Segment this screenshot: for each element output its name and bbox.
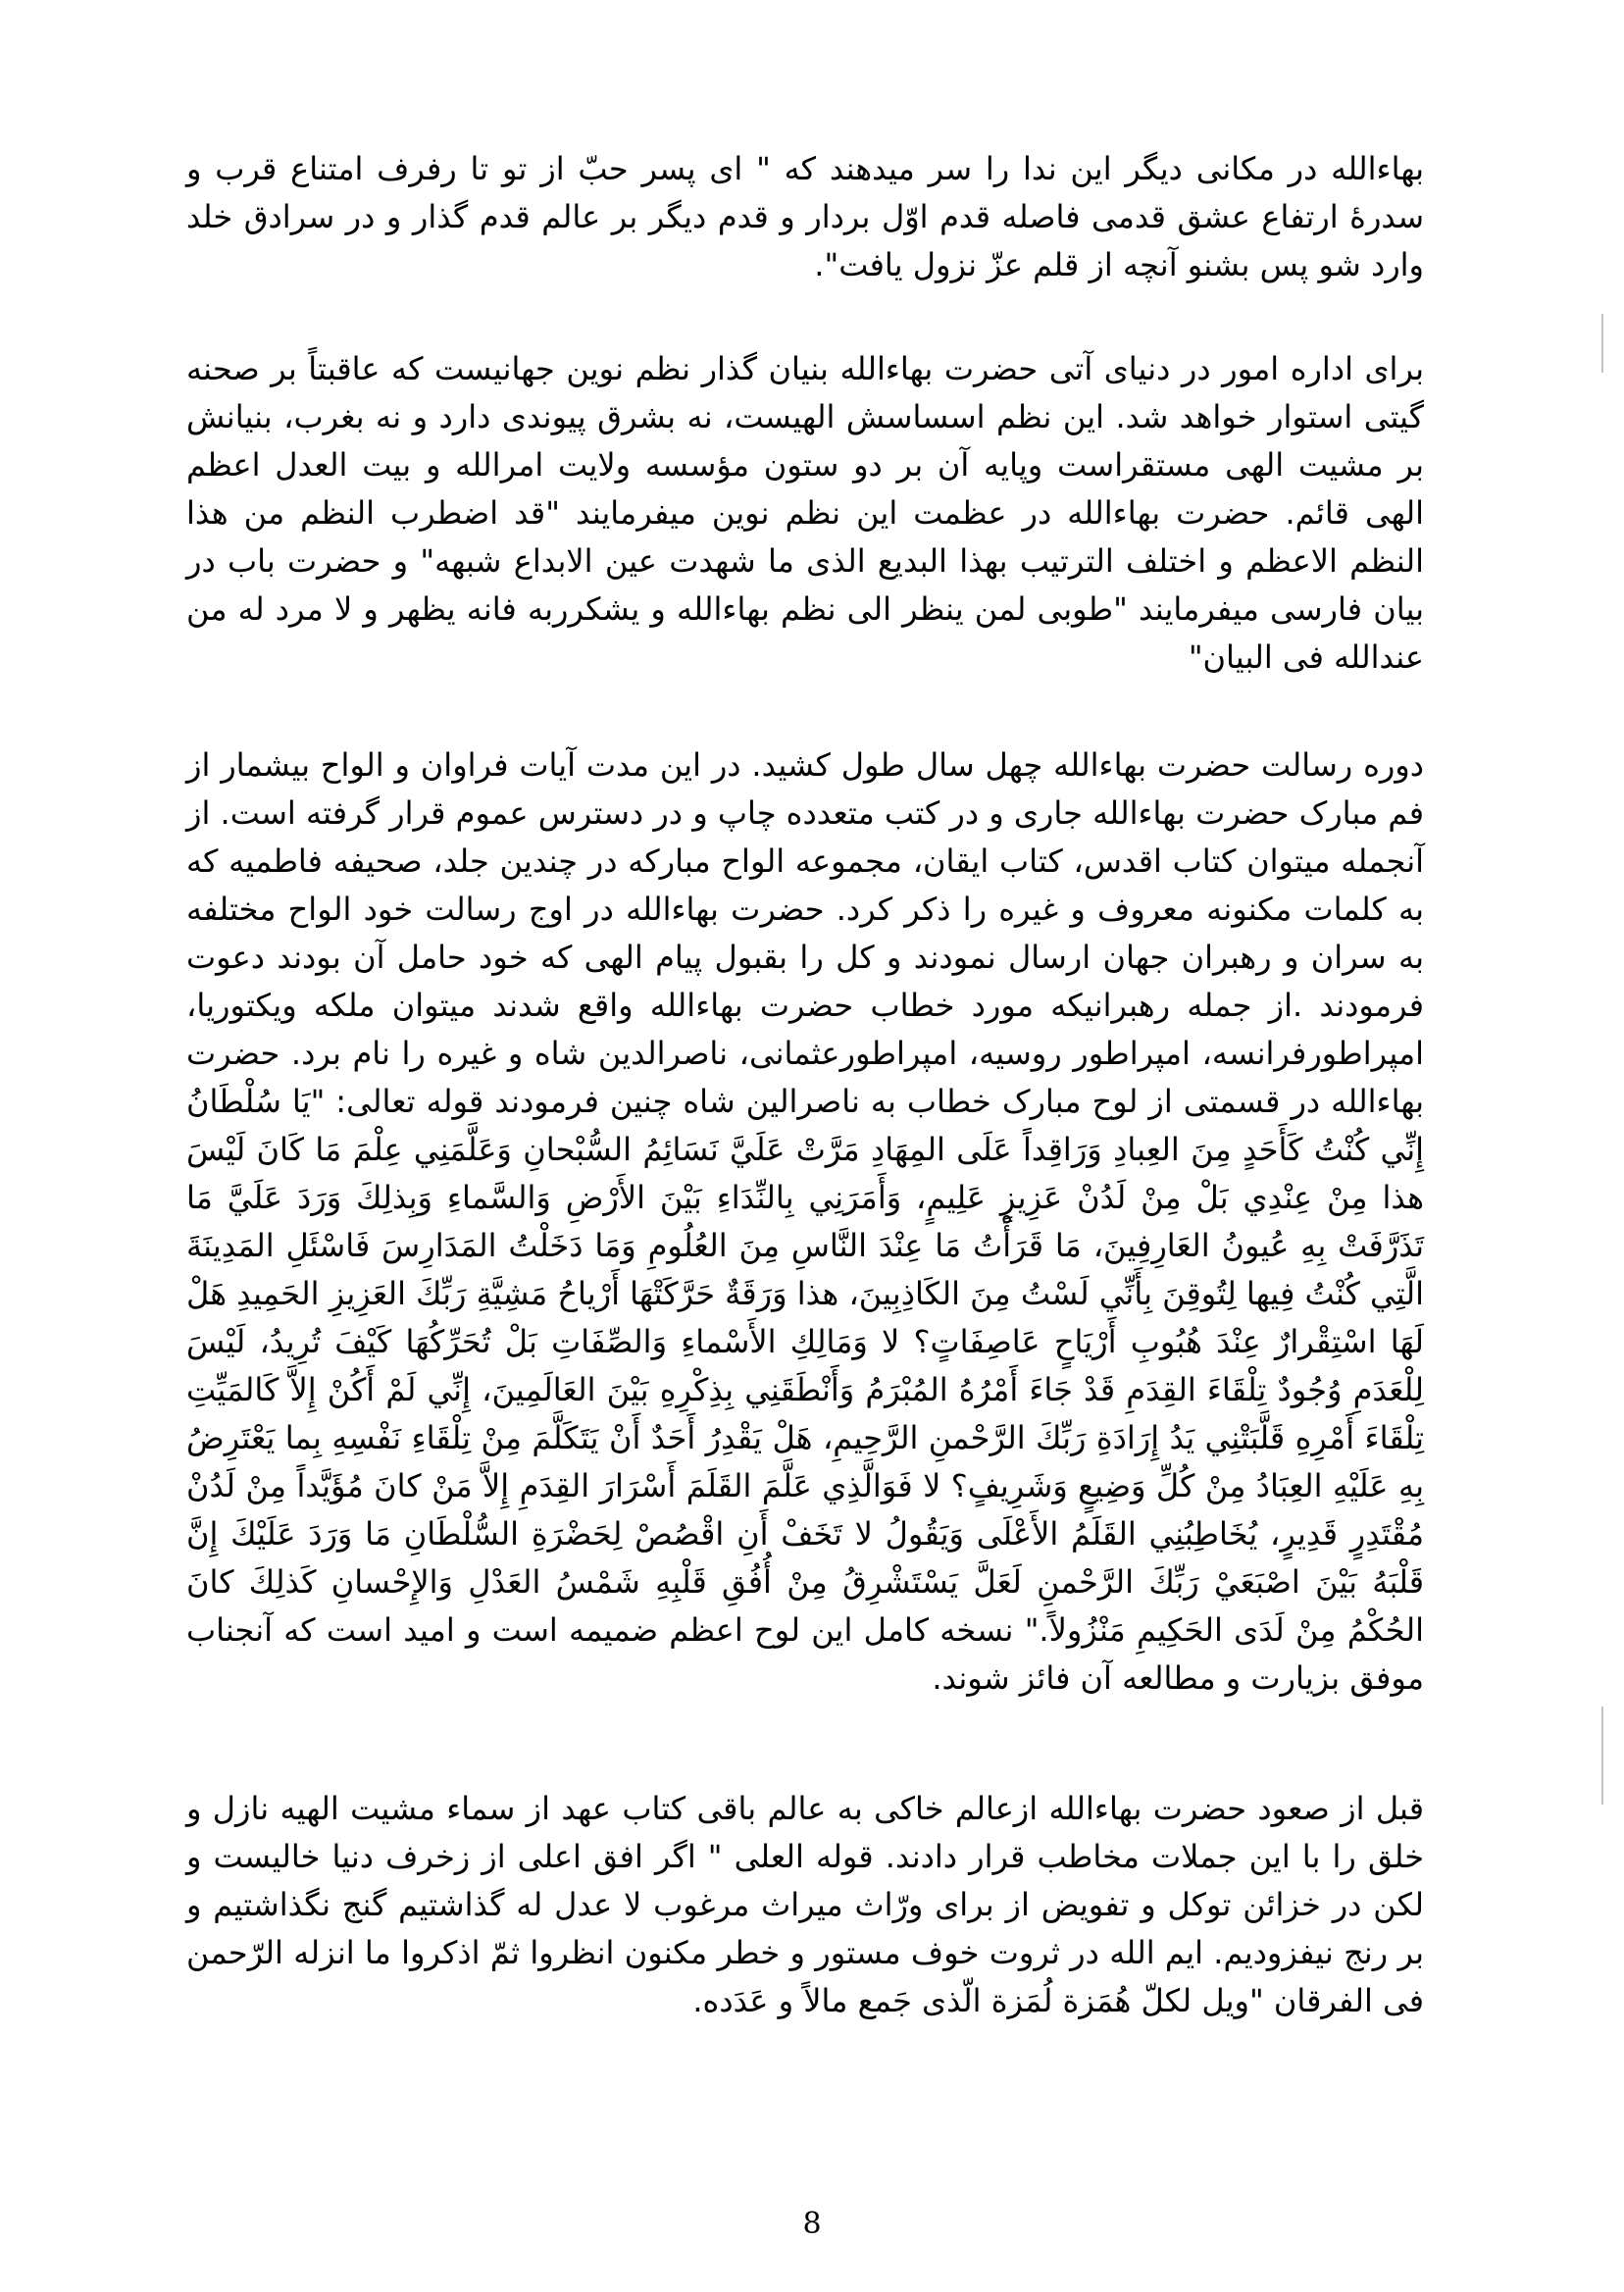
margin-scan-mark bbox=[1601, 1706, 1603, 1805]
page-body bbox=[186, 145, 1424, 2079]
paragraph-2: برای اداره امور در دنیای آتی حضرت بهاءالله بنیان گذار نظم نوین جهانیست که عاقبتاً بر صحنه گیتی استوار خواهد شد. این نظم اسساسش الهیست، نه بشرق پیوندی دارد و نه بغرب، بنیانش بر مشیت الهی مستقراست وپایه آن بر دو ستون مؤسسه ولایت امرالله و بیت العدل اعظم الهی قائم. حضرت بهاءالله در عظمت این نظم نوین میفرمایند "قد اضطرب النظم من هذا النظم الاعظم و اختلف الترتیب بهذا البدیع الذی ما شهدت عین الابداع شبهه" و حضرت باب در بیان فارسی میفرمایند "طوبی لمن ینظر الی نظم بهاءالله و یشکرربه فانه یظهر و لا مرد له من عندالله فی البیان" bbox=[186, 350, 1424, 676]
paragraph-3: دوره رسالت حضرت بهاءالله چهل سال طول کشید. در این مدت آیات فراوان و الواح بیشمار از فم مبارک حضرت بهاءالله جاری و در کتب متعدده چاپ و در دسترس عموم قرار گرفته است. از آنجمله میتوان کتاب اقدس، کتاب ایقان، مجموعه الواح مبارکه در چندین جلد، صحیفه فاطمیه که به کلمات مکنونه معروف و غیره را ذکر کرد. حضرت بهاءالله در اوج رسالت خود الواح مختلفه به سران و رهبران جهان ارسال نمودند و کل را بقبول پیام الهی که خود حامل آن بودند دعوت فرمودند .از جمله رهبرانیکه مورد خطاب حضرت بهاءالله واقع شدند میتوان ملکه ویکتوریا، امپراطورفرانسه، امپراطور روسیه، امپراطورعثمانی، ناصرالدین شاه و غیره را نام برد. حضرت بهاءالله در قسمتی از لوح مبارک خطاب به ناصرالین شاه چنین فرمودند قوله تعالی: "یَا سُلْطَانُ إِنِّي كُنْتُ كَأَحَدٍ مِنَ العِبادِ وَرَاقِداً عَلَى المِهَادِ مَرَّتْ عَلَيَّ نَسَائِمُ السُّبْحانِ وَعَلَّمَنِي عِلْمَ مَا كَانَ لَيْسَ هذا مِنْ عِنْدِي بَلْ مِنْ لَدُنْ عَزِيزٍ عَلِيمٍ، وَأَمَرَنِي بِالنِّدَاءِ بَيْنَ الأَرْضِ وَالسَّماءِ وَبِذلِكَ وَرَدَ عَلَيَّ مَا تَذَرَّفَتْ بِهِ عُيونُ العَارِفِينَ، مَا قَرَأْتُ مَا عِنْدَ النَّاسِ مِنَ العُلُومِ وَمَا دَخَلْتُ المَدَارِسَ فَاسْئَلِ المَدِينَةَ الَّتِي كُنْتُ فِيها لِتُوقِنَ بِأَنِّي لَسْتُ مِنَ الكَاذِبِينَ، هذا وَرَقَةٌ حَرَّكَتْهَا أَرْياحُ مَشِيَّةِ رَبِّكَ العَزِيزِ الحَمِيدِ هَلْ لَهَا اسْتِقْرارٌ عِنْدَ هُبُوبِ أَرْيَاحٍ عَاصِفَاتٍ؟ لا وَمَالِكِ الأَسْماءِ وَالصِّفَاتِ بَلْ تُحَرِّكُهَا كَيْفَ تُرِيدُ، لَيْسَ لِلْعَدَمِ وُجُودٌ تِلْقَاءَ القِدَمِ قَدْ جَاءَ أَمْرُهُ المُبْرَمُ وَأَنْطَقَنِي بِذِكْرِهِ بَيْنَ العَالَمِينَ، إِنِّي لَمْ أَكُنْ إِلاَّ كَالمَيِّتِ تِلْقَاءَ أَمْرِهِ قَلَّبَتْنِي يَدُ إِرَادَةِ رَبِّكَ الرَّحْمنِ الرَّحِيمِ، هَلْ يَقْدِرُ أَحَدٌ أَنْ يَتَكَلَّمَ مِنْ تِلْقَاءِ نَفْسِهِ بِما يَعْتَرِضُ بِهِ عَلَيْهِ العِبَادُ مِنْ كُلِّ وَضِيعٍ وَشَرِيفٍ؟ لا فَوَالَّذِي عَلَّمَ القَلَمَ أَسْرَارَ القِدَمِ إِلاَّ مَنْ كانَ مُؤَيَّداً مِنْ لَدُنْ مُقْتَدِرٍ قَدِيرٍ، يُخَاطِبُنِي القَلَمُ الأَعْلَى وَيَقُولُ لا تَخَفْ أَنِ اقْصُصْ لِحَضْرَةِ السُّلْطَانِ مَا وَرَدَ عَلَيْكَ إِنَّ قَلْبَهُ بَيْنَ اصْبَعَيْ رَبِّكَ الرَّحْمنِ لَعَلَّ يَسْتَشْرِقُ مِنْ أُفُقِ قَلْبِهِ شَمْسُ العَدْلِ وَالإِحْسانِ كَذلِكَ كانَ الحُكْمُ مِنْ لَدَى الحَكِيمِ مَنْزُولاً." نسخه کامل این لوح اعظم ضمیمه است و امید است که آنجناب موفق بزیارت و مطالعه آن فائز شوند. bbox=[186, 746, 1424, 1697]
paragraph-4: قبل از صعود حضرت بهاءالله ازعالم خاکی به عالم باقی کتاب عهد از سماء مشیت الهیه نازل و خلق را با این جملات مخاطب قرار دادند. قوله العلی " اگر افق اعلی از زخرف دنیا خالیست و لکن در خزائن توکل و تفویض از برای ورّاث میراث مرغوب لا عدل له گذاشتیم گنج نگذاشتیم و بر رنج نیفزودیم. ایم الله در ثروت خوف مستور و خطر مکنون انظروا ثمّ اذکروا ما انزله الرّحمن فی الفرقان "ویل لکلّ هُمَزة لُمَزة الّذی جَمع مالاً و عَدَده. bbox=[186, 1790, 1424, 2019]
page-number: 8 bbox=[802, 2207, 822, 2241]
margin-scan-mark bbox=[1601, 314, 1603, 373]
paragraph-1: بهاءالله در مکانی دیگر این ندا را سر میدهند که " ای پسر حبّ از تو تا رفرف امتناع قرب و سدرۀ ارتفاع عشق قدمی فاصله قدم اوّل بردار و قدم دیگر بر عالم قدم گذار و در سرادق خلد وارد شو پس بشنو آنچه از قلم عزّ نزول یافت". bbox=[186, 150, 1424, 283]
